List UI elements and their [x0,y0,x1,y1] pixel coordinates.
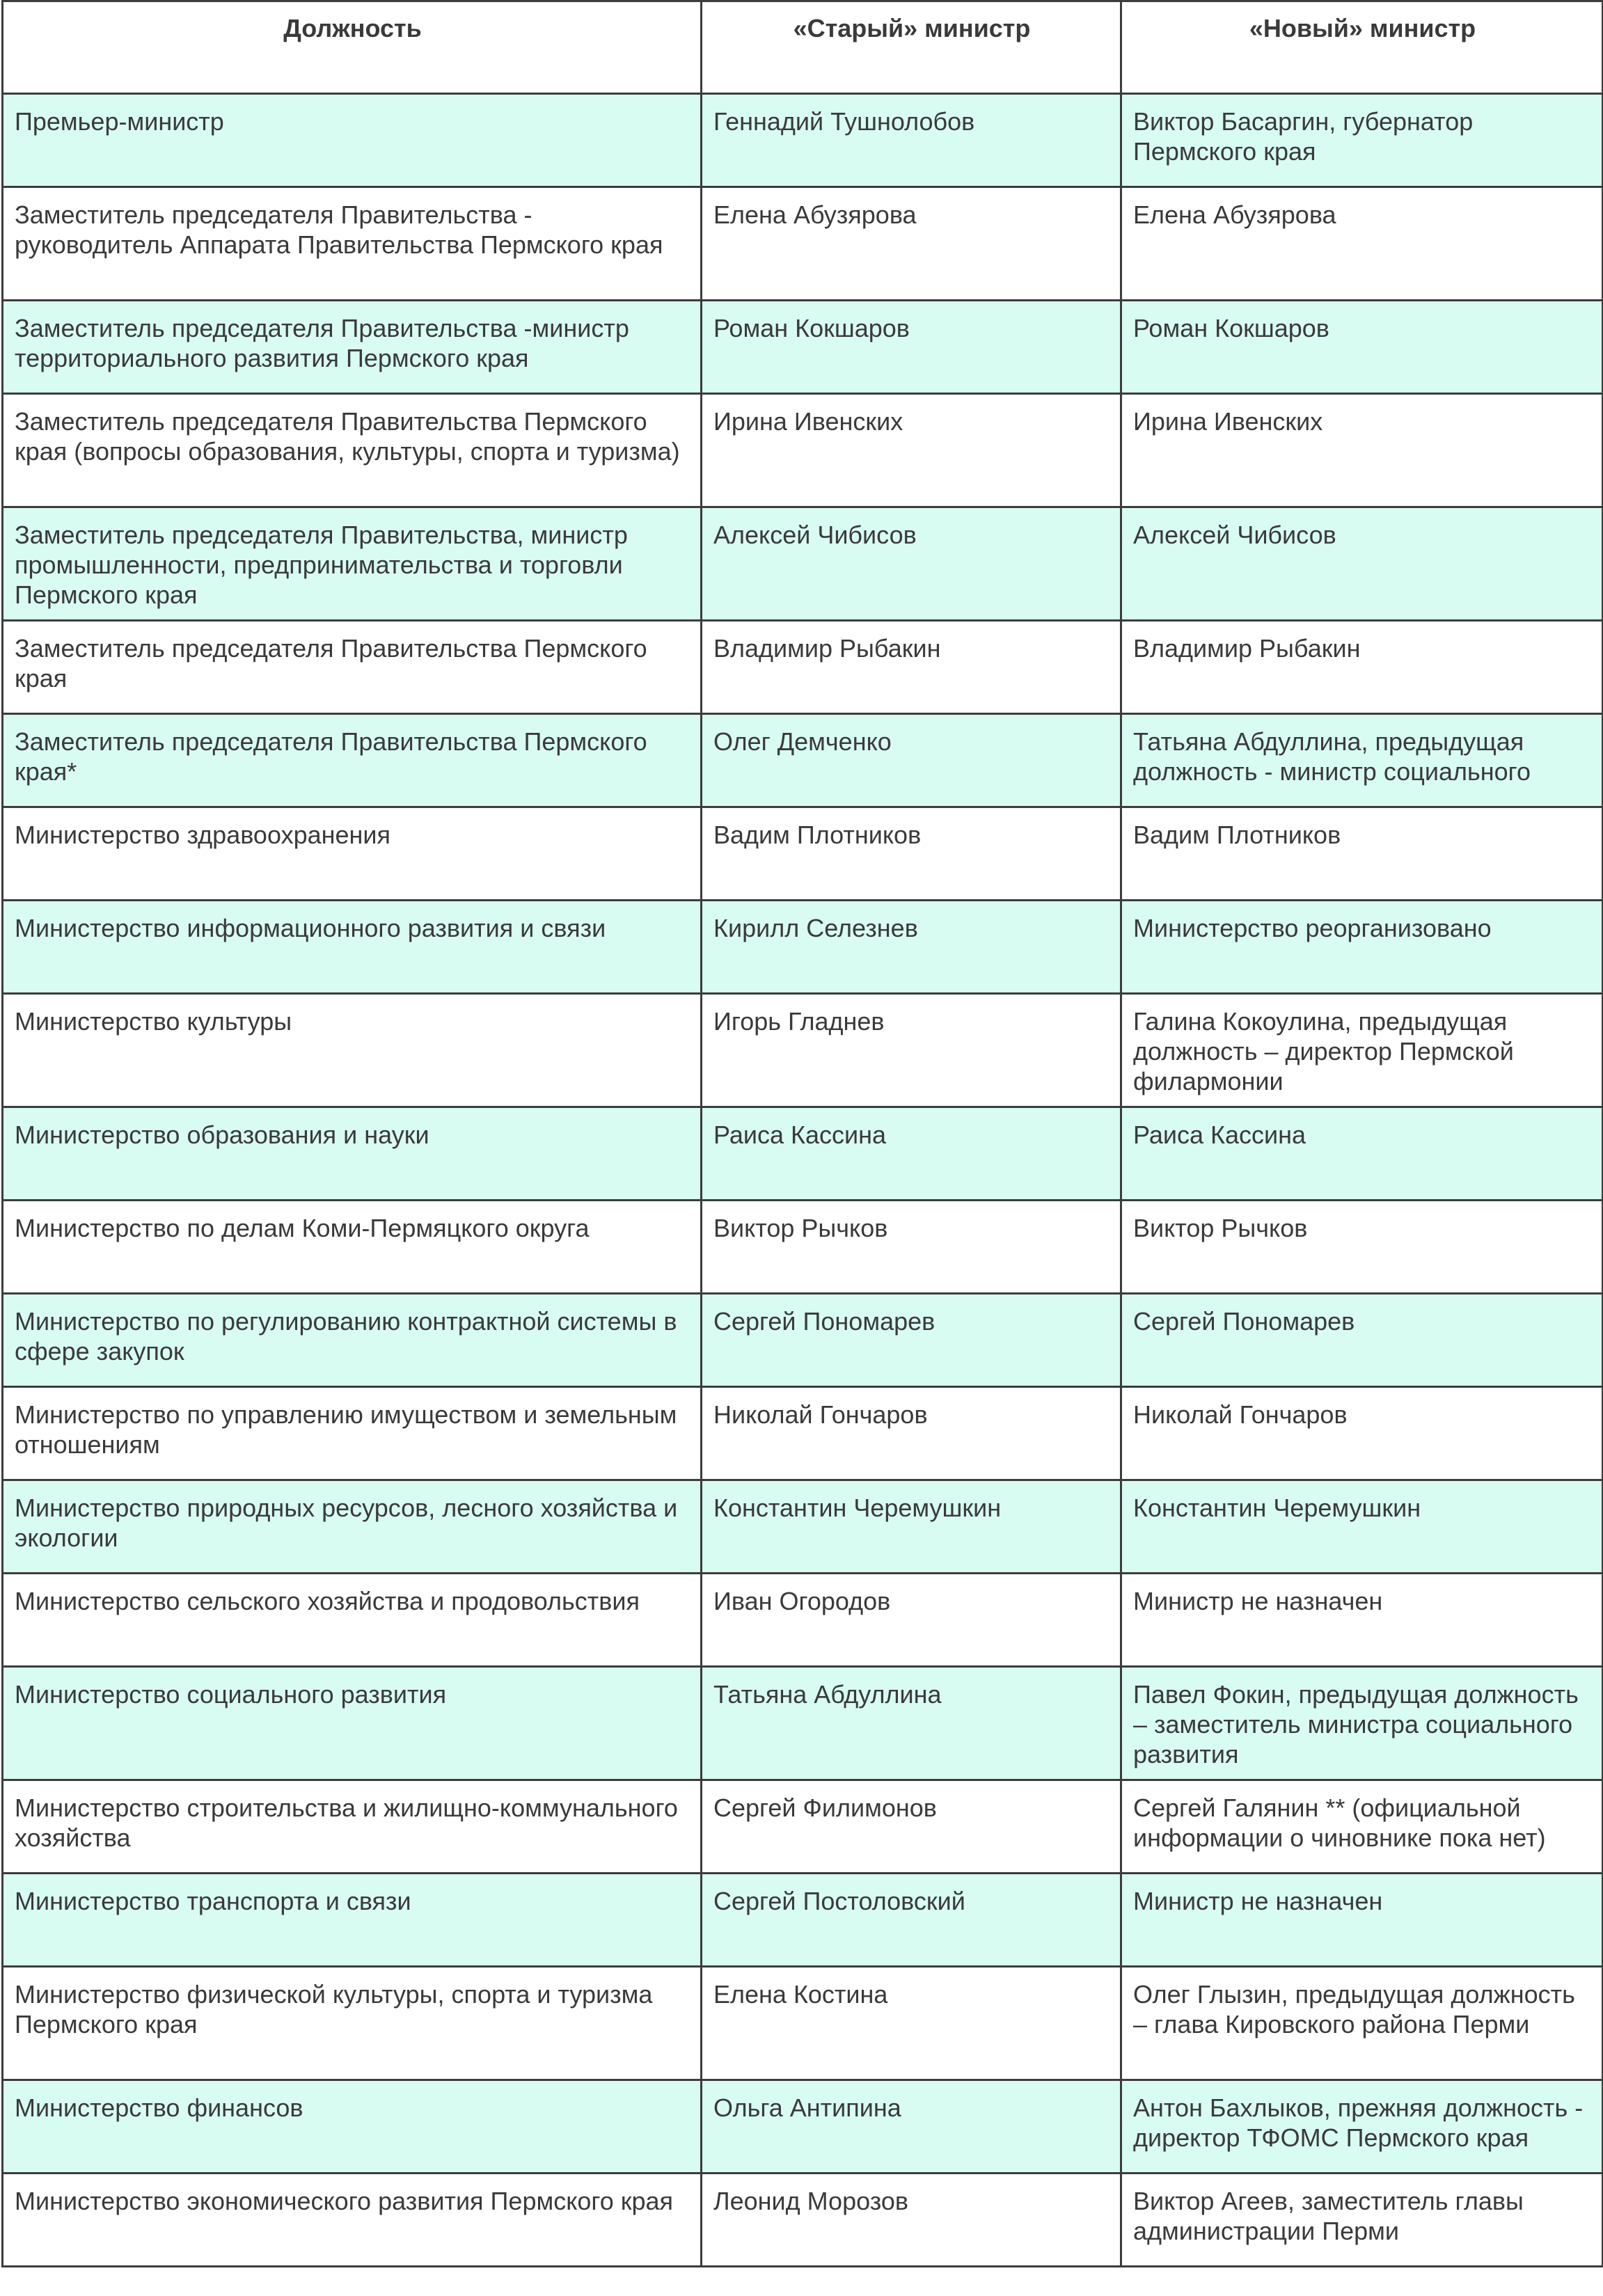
table-row [3,507,1603,621]
cell-position: Министерство строительства и жилищно-коммунального хозяйства [3,1780,702,1874]
table-row [3,807,1603,901]
cell-position: Министерство социального развития [3,1667,702,1780]
cell-position: Заместитель председателя Правительства - руководитель Аппарата Правительства Пермского края [3,187,702,301]
table-row [3,901,1603,994]
cell-new-minister: Вадим Плотников [1121,807,1603,901]
table-row [3,394,1603,507]
cell-new-minister: Елена Абузярова [1121,187,1603,301]
cell-position: Министерство по делам Коми-Пермяцкого округа [3,1201,702,1294]
cell-old-minister: Сергей Филимонов [702,1780,1121,1874]
cell-old-minister: Николай Гончаров [702,1387,1121,1480]
cell-new-minister: Раиса Кассина [1121,1107,1603,1201]
cell-new-minister: Константин Черемушкин [1121,1480,1603,1574]
cell-new-minister: Татьяна Абдуллина, предыдущая должность - министр социального [1121,714,1603,807]
table-header-row [3,1,1603,94]
column-header-position: Должность [3,1,702,94]
cell-new-minister: Олег Глызин, предыдущая должность – глава Кировского района Перми [1121,1967,1603,2080]
cell-position: Министерство физической культуры, спорта и туризма Пермского края [3,1967,702,2080]
cell-new-minister: Роман Кокшаров [1121,301,1603,394]
cell-position: Заместитель председателя Правительства Пермского края (вопросы образования, культуры, спорта и туризма) [3,394,702,507]
cell-old-minister: Вадим Плотников [702,807,1121,901]
cell-position: Министерство культуры [3,994,702,1107]
cell-old-minister: Раиса Кассина [702,1107,1121,1201]
cell-old-minister: Татьяна Абдуллина [702,1667,1121,1780]
cell-new-minister: Министр не назначен [1121,1574,1603,1667]
table-row [3,2080,1603,2174]
table-row [3,94,1603,187]
cell-old-minister: Ольга Антипина [702,2080,1121,2174]
table-row [3,1780,1603,1874]
cell-position: Министерство по регулированию контрактной системы в сфере закупок [3,1294,702,1387]
cell-new-minister: Владимир Рыбакин [1121,621,1603,714]
cell-position: Министерство экономического развития Пермского края [3,2174,702,2267]
cell-old-minister: Кирилл Селезнев [702,901,1121,994]
cell-new-minister: Виктор Агеев, заместитель главы администрации Перми [1121,2174,1603,2267]
column-header-new-minister: «Новый» министр [1121,1,1603,94]
cell-position: Министерство транспорта и связи [3,1874,702,1967]
cell-position: Министерство информационного развития и связи [3,901,702,994]
cell-new-minister: Антон Бахлыков, прежняя должность - директор ТФОМС Пермского края [1121,2080,1603,2174]
cell-old-minister: Олег Демченко [702,714,1121,807]
table-row [3,621,1603,714]
cell-new-minister: Галина Кокоулина, предыдущая должность – директор Пермской филармонии [1121,994,1603,1107]
cell-new-minister: Алексей Чибисов [1121,507,1603,621]
cell-old-minister: Владимир Рыбакин [702,621,1121,714]
cell-position: Министерство здравоохранения [3,807,702,901]
cell-old-minister: Константин Черемушкин [702,1480,1121,1574]
cell-old-minister: Елена Абузярова [702,187,1121,301]
table-row [3,1387,1603,1480]
cell-new-minister: Ирина Ивенских [1121,394,1603,507]
table-row [3,187,1603,301]
cell-old-minister: Геннадий Тушнолобов [702,94,1121,187]
cell-position: Заместитель председателя Правительства, министр промышленности, предпринимательства и торговли Пермского края [3,507,702,621]
cell-old-minister: Ирина Ивенских [702,394,1121,507]
cell-new-minister: Сергей Галянин ** (официальной информации о чиновнике пока нет) [1121,1780,1603,1874]
cell-old-minister: Сергей Постоловский [702,1874,1121,1967]
ministers-table [1,0,1603,2267]
table-row [3,2174,1603,2267]
cell-old-minister: Игорь Гладнев [702,994,1121,1107]
cell-position: Министерство финансов [3,2080,702,2174]
cell-position: Министерство природных ресурсов, лесного хозяйства и экологии [3,1480,702,1574]
table-row [3,1480,1603,1574]
table-row [3,994,1603,1107]
cell-new-minister: Виктор Рычков [1121,1201,1603,1294]
cell-old-minister: Сергей Пономарев [702,1294,1121,1387]
cell-position: Министерство сельского хозяйства и продовольствия [3,1574,702,1667]
cell-old-minister: Виктор Рычков [702,1201,1121,1294]
cell-position: Министерство образования и науки [3,1107,702,1201]
cell-old-minister: Иван Огородов [702,1574,1121,1667]
cell-old-minister: Елена Костина [702,1967,1121,2080]
cell-new-minister: Николай Гончаров [1121,1387,1603,1480]
table-row [3,301,1603,394]
table-row [3,1874,1603,1967]
table-row [3,1967,1603,2080]
table-row [3,1574,1603,1667]
table-row [3,1667,1603,1780]
table-row [3,1107,1603,1201]
cell-new-minister: Сергей Пономарев [1121,1294,1603,1387]
cell-position: Заместитель председателя Правительства Пермского края* [3,714,702,807]
table-row [3,1201,1603,1294]
cell-new-minister: Министр не назначен [1121,1874,1603,1967]
cell-new-minister: Виктор Басаргин, губернатор Пермского края [1121,94,1603,187]
cell-position: Заместитель председателя Правительства Пермского края [3,621,702,714]
cell-position: Заместитель председателя Правительства -министр территориального развития Пермского края [3,301,702,394]
cell-new-minister: Павел Фокин, предыдущая должность – заместитель министра социального развития [1121,1667,1603,1780]
cell-old-minister: Роман Кокшаров [702,301,1121,394]
cell-position: Премьер-министр [3,94,702,187]
table-row [3,1294,1603,1387]
column-header-old-minister: «Старый» министр [702,1,1121,94]
table-row [3,714,1603,807]
cell-old-minister: Алексей Чибисов [702,507,1121,621]
cell-new-minister: Министерство реорганизовано [1121,901,1603,994]
cell-old-minister: Леонид Морозов [702,2174,1121,2267]
cell-position: Министерство по управлению имуществом и земельным отношениям [3,1387,702,1480]
